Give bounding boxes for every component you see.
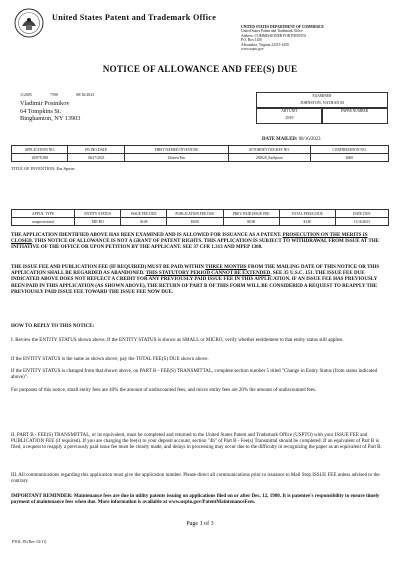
previously-paid-issue-fee: $0.00 <box>223 218 279 226</box>
application-header-row: APPLICATION NO. FILING DATE FIRST NAMED INVENTOR ATTORNEY DOCKET NO. CONFIRMATION NO. <box>12 146 389 154</box>
examiner-box: EXAMINER JOHNSTON, NATHAN M <box>256 92 388 109</box>
maintenance-fee-reminder: IMPORTANT REMINDER: Maintenance fees are due in utility patents issuing on applications filed on or after Dec. 12, 1980. It is patentee's responsibility to ensure timely payment of maintenance fees when due. More information is available at www.uspto.gov/PatentMaintenanceFees. <box>11 493 380 506</box>
allowance-paragraph: THE APPLICATION IDENTIFIED ABOVE HAS BEEN EXAMINED AND IS ALLOWED FOR ISSUANCE AS A PATENT. PROSECUTION ON THE MERITS IS CLOSED. THIS NOTICE OF ALLOWANCE IS NOT A GRANT OF PATENT RIGHTS. THIS APPLICATION IS SUBJECT TO WITHDRAWAL FROM ISSUE AT THE INITIATIVE OF THE OFFICE OR UPON PETITION BY THE APPLICANT. SEE 37 CFR 1.313 AND MPEP 1308. <box>11 232 380 251</box>
agency-name: United States Patent and Trademark Office <box>52 13 217 22</box>
instruction-i-same-status: If the ENTITY STATUS is the same as shown above, pay the TOTAL FEE(S) DUE shown above. <box>11 356 209 362</box>
how-to-reply-heading: HOW TO REPLY TO THIS NOTICE: <box>11 323 95 329</box>
attorney-docket-number: 230620_EarSpoon <box>228 154 310 162</box>
first-named-inventor: Zhiwen Pan <box>124 154 228 162</box>
application-type: nonprovisional <box>12 218 75 226</box>
notice-title: NOTICE OF ALLOWANCE AND FEE(S) DUE <box>102 64 298 74</box>
confirmation-number: 6000 <box>310 154 388 162</box>
application-number: 29/878,388 <box>12 154 68 162</box>
issue-fee-due: $148 <box>121 218 167 226</box>
instruction-iii: III. All communications regarding this application must give the application number. Please direct all communications prior to issuance to Mail Stop ISSUE FEE unless advised to the contrary. <box>11 472 380 485</box>
fee-table <box>11 209 389 226</box>
instruction-i-changed-status: If the ENTITY STATUS is changed from that shown above, on PART B - FEE(S) TRANSMITTAL, complete section number 5 titled "Change in Entity Status (from status indicated above)". <box>11 368 378 381</box>
total-fees-due: $148 <box>279 218 335 226</box>
code-date: 08/16/2023 <box>76 92 95 97</box>
customer-number: 112605 <box>20 92 32 97</box>
entity-status: MICRO <box>75 218 121 226</box>
title-of-invention: TITLE OF INVENTION: Ear Spoon <box>11 166 75 171</box>
publication-fee-due: $0.00 <box>167 218 223 226</box>
application-value-row <box>12 154 389 162</box>
filing-date: 06/27/2023 <box>68 154 124 162</box>
page-number: Page 1 of 3 <box>186 521 214 527</box>
address-street: 64 Tompkins St. <box>20 107 62 115</box>
code-7590: 7590 <box>50 92 58 97</box>
art-unit-box: ART UNIT 2919 <box>256 107 323 124</box>
fee-deadline-paragraph: THE ISSUE FEE AND PUBLICATION FEE (IF REQUIRED) MUST BE PAID WITHIN THREE MONTHS FROM THE MAILING DATE OF THIS NOTICE OR THIS APPLICATION SHALL BE REGARDED AS ABANDONED. THIS STATUTORY PERIOD CANNOT BE EXTENDED. SEE 35 U.S.C. 151. THE ISSUE FEE DUE INDICATED ABOVE DOES NOT REFLECT A CREDIT FOR ANY PREVIOUSLY PAID ISSUE FEE IN THIS APPLICATION. IF AN ISSUE FEE HAS PREVIOUSLY BEEN PAID IN THIS APPLICATION (AS SHOWN ABOVE), THE RETURN OF PART B OF THIS FORM WILL BE CONSIDERED A REQUEST TO REAPPLY THE PREVIOUSLY PAID ISSUE FEE TOWARD THE ISSUE FEE NOW DUE. <box>11 264 380 295</box>
paper-number-box: PAPER NUMBER <box>321 107 388 124</box>
date-mailed: DATE MAILED: 08/16/2023 <box>262 137 321 142</box>
commerce-address-block: UNITED STATES DEPARTMENT OF COMMERCE United States Patent and Trademark Office Address: COMMISSIONER FOR PATENTS P.O. Box 1450 Alexandria, Virginia 22313-1450 www.uspto.gov <box>241 25 324 52</box>
fee-value-row <box>12 218 389 226</box>
instruction-i-fee-percentages: For purposes of this notice, small entity fees are 40% the amount of undiscounted fees, and micro entity fees are 20% the amount of undiscounted fees. <box>11 387 317 393</box>
date-due: 11/16/2023 <box>335 218 388 226</box>
instruction-ii: II. PART B - FEE(S) TRANSMITTAL, or its equivalent, must be completed and returned to the United States Patent and Trademark Office (USPTO) with your ISSUE FEE and PUBLICATION FEE (if required). If you are charging the fee(s) to your deposit account, section "4b" of Part B - Fee(s) Transmittal should be completed. If an equivalent of Part B is filed, a request to reapply a previously paid issue fee must be clearly made, and delays in processing may occur due to the difficulty in recognizing the paper as an equivalent of Part B. <box>11 432 382 451</box>
uspto-seal-logo <box>14 8 44 38</box>
address-city: Binghamton, NY 13903 <box>20 115 81 123</box>
application-table <box>11 145 389 162</box>
instruction-i: I. Review the ENTITY STATUS shown above. If the ENTITY STATUS is shown as SMALL or MICRO, verify whether entitlement to that entity status still applies. <box>11 337 344 343</box>
mailing-address <box>20 100 80 123</box>
form-id: PTOL-85 (Rev. 02/11) <box>12 540 47 544</box>
fee-header-row: APPLN. TYPE ENTITY STATUS ISSUE FEE DUE PUBLICATION FEE DUE PREV. PAID ISSUE FEE TOTAL FEE(S) DUE DATE DUE <box>12 210 389 218</box>
addressee-name: Vladimir Postnikov <box>20 100 70 107</box>
